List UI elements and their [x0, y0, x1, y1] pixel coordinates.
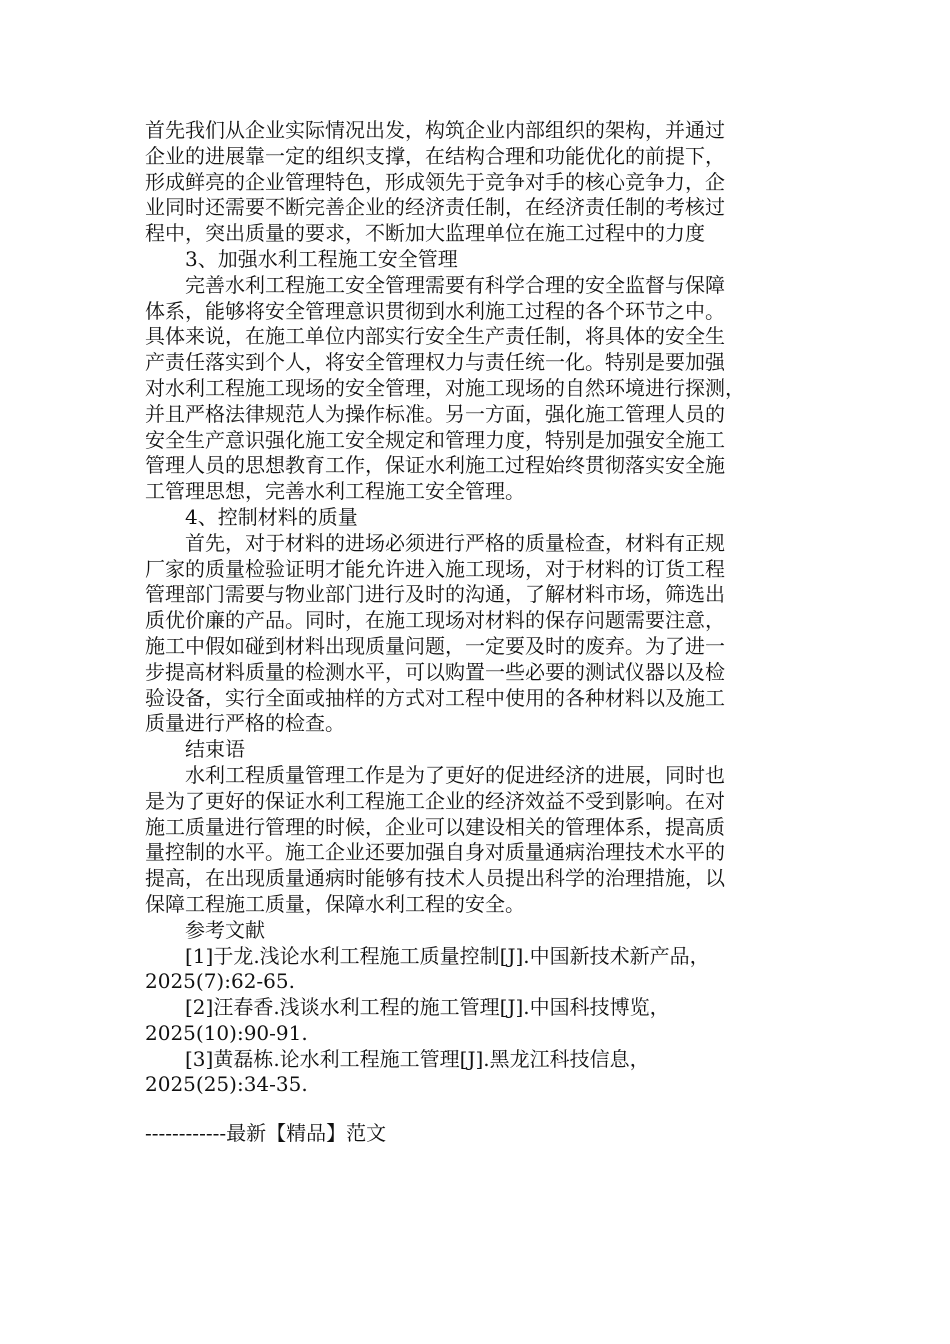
text-line: 产责任落实到个人，将安全管理权力与责任统一化。特别是要加强 — [145, 350, 725, 375]
paragraph — [145, 1047, 805, 1099]
text-line: 具体来说，在施工单位内部实行安全生产责任制，将具体的安全生 — [145, 324, 725, 349]
text-line: 水利工程质量管理工作是为了更好的促进经济的进展，同时也 — [185, 762, 725, 787]
text-line: 并且严格法律规范人为操作标准。另一方面，强化施工管理人员的 — [145, 401, 725, 426]
text-line: 2025(7):62-65. — [145, 969, 295, 994]
text-line: 企业的进展靠一定的组织支撑，在结构合理和功能优化的前提下， — [145, 143, 725, 168]
text-line: 质量进行严格的检查。 — [145, 711, 345, 736]
paragraph — [145, 505, 805, 531]
footer-label: ------------最新【精品】范文 — [145, 1121, 387, 1145]
text-line: 结束语 — [185, 737, 245, 762]
text-line: 提高，在出现质量通病时能够有技术人员提出科学的治理措施，以 — [145, 866, 725, 891]
document-body — [145, 118, 805, 1098]
text-line: 4、控制材料的质量 — [185, 504, 358, 529]
text-line: 3、加强水利工程施工安全管理 — [185, 246, 458, 271]
text-line: 管理人员的思想教育工作，保证水利施工过程始终贯彻落实安全施 — [145, 453, 725, 478]
text-line: [2]汪春香.浅谈水利工程的施工管理[J].中国科技博览， — [185, 995, 670, 1020]
text-line: 施工中假如碰到材料出现质量问题，一定要及时的废弃。为了进一 — [145, 633, 725, 658]
text-line: 程中，突出质量的要求，不断加大监理单位在施工过程中的力度 — [145, 221, 705, 246]
text-line: 2025(10):90-91. — [145, 1020, 308, 1045]
paragraph — [145, 273, 805, 505]
paragraph — [145, 944, 805, 996]
text-line: 质优价廉的产品。同时，在施工现场对材料的保存问题需要注意， — [145, 608, 725, 633]
text-line: 保障工程施工质量，保障水利工程的安全。 — [145, 891, 525, 916]
text-line: 完善水利工程施工安全管理需要有科学合理的安全监督与保障 — [185, 272, 725, 297]
text-line: 形成鲜亮的企业管理特色，形成领先于竞争对手的核心竞争力，企 — [145, 169, 725, 194]
text-line: 对水利工程施工现场的安全管理，对施工现场的自然环境进行探测， — [145, 375, 745, 400]
paragraph — [145, 918, 805, 944]
paragraph — [145, 531, 805, 737]
text-line: 厂家的质量检验证明才能允许进入施工现场，对于材料的订货工程 — [145, 556, 725, 581]
text-line: 业同时还需要不断完善企业的经济责任制，在经济责任制的考核过 — [145, 195, 725, 220]
text-line: 首先，对于材料的进场必须进行严格的质量检查，材料有正规 — [185, 530, 725, 555]
text-line: 参考文献 — [185, 917, 265, 942]
text-line: [3]黄磊栋.论水利工程施工管理[J].黑龙江科技信息， — [185, 1046, 650, 1071]
text-line: 施工质量进行管理的时候，企业可以建设相关的管理体系，提高质 — [145, 814, 725, 839]
text-line: 2025(25):34-35. — [145, 1072, 308, 1097]
text-line: 步提高材料质量的检测水平，可以购置一些必要的测试仪器以及检 — [145, 659, 725, 684]
text-line: 工管理思想，完善水利工程施工安全管理。 — [145, 479, 525, 504]
text-line: 体系，能够将安全管理意识贯彻到水利施工过程的各个环节之中。 — [145, 298, 725, 323]
text-line: 安全生产意识强化施工安全规定和管理力度，特别是加强安全施工 — [145, 427, 725, 452]
paragraph — [145, 763, 805, 918]
text-line: [1]于龙.浅论水利工程施工质量控制[J].中国新技术新产品， — [185, 943, 710, 968]
paragraph — [145, 247, 805, 273]
paragraph — [145, 737, 805, 763]
text-line: 是为了更好的保证水利工程施工企业的经济效益不受到影响。在对 — [145, 788, 725, 813]
text-line: 管理部门需要与物业部门进行及时的沟通，了解材料市场，筛选出 — [145, 582, 725, 607]
paragraph — [145, 118, 805, 247]
text-line: 验设备，实行全面或抽样的方式对工程中使用的各种材料以及施工 — [145, 685, 725, 710]
text-line: 首先我们从企业实际情况出发，构筑企业内部组织的架构，并通过 — [145, 118, 725, 142]
text-line: 量控制的水平。施工企业还要加强自身对质量通病治理技术水平的 — [145, 840, 725, 865]
paragraph — [145, 995, 805, 1047]
